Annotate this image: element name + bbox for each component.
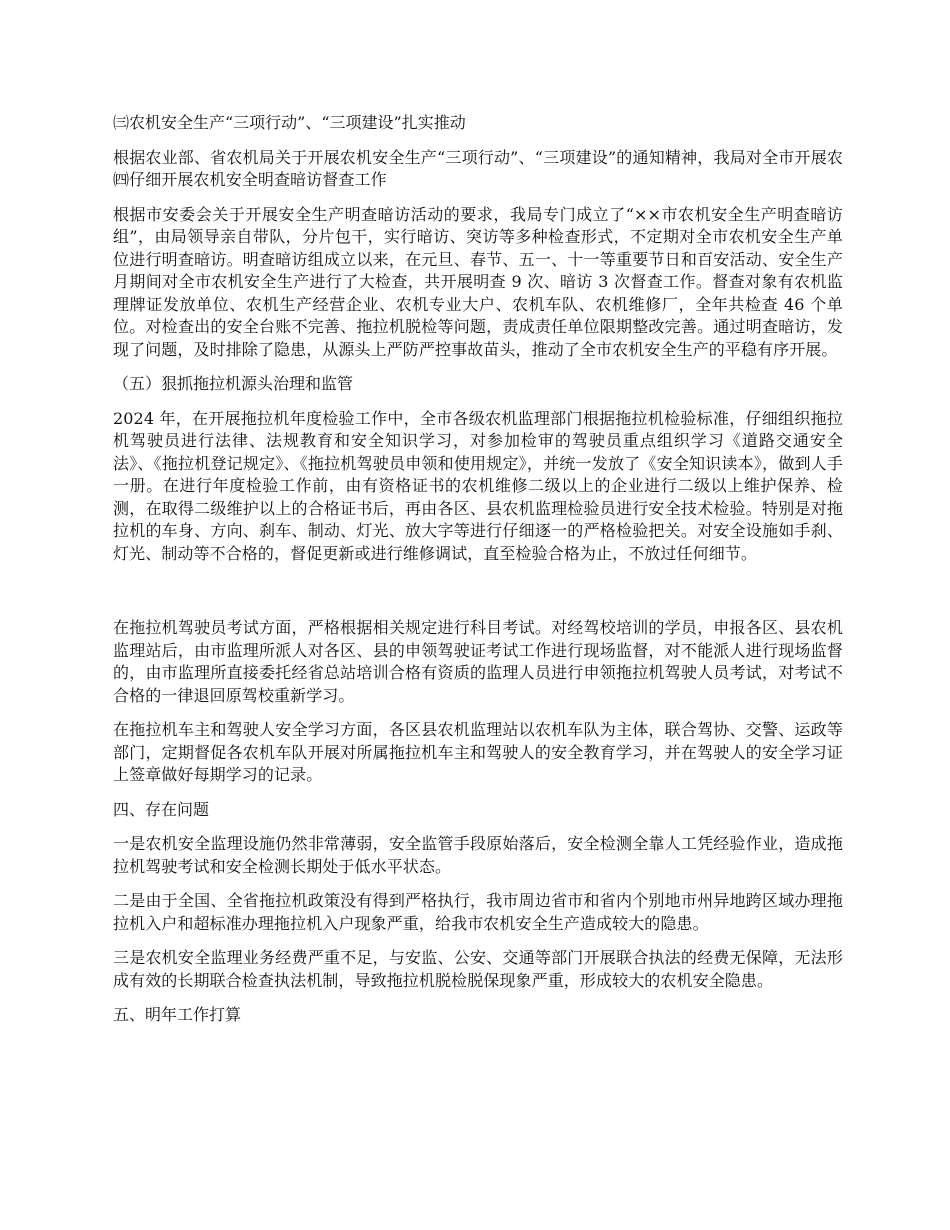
section-heading-problems: 四、存在问题	[113, 799, 210, 819]
section-heading-three-actions: ㈢农机安全生产“三项行动”、“三项建设”扎实推动	[113, 113, 466, 132]
paragraph-problem-two: 二是由于全国、全省拖拉机政策没有得到严格执行，我市周边省市和省内个别地市州异地跨区域办理拖拉机入户和超标准办理拖拉机入户现象严重，给我市农机安全生产造成较大的隐患。	[113, 891, 843, 933]
paragraph-safety-study: 在拖拉机车主和驾驶人安全学习方面，各区县农机监理站以农机车队为主体，联合驾协、交警、运政等部门，定期督促各农机车队开展对所属拖拉机车主和驾驶人的安全教育学习，并在驾驶人的安全学习证上签章做好每期学习的记录。	[113, 720, 843, 784]
paragraph-problem-one: 一是农机安全监理设施仍然非常薄弱，安全监管手段原始落后，安全检测全靠人工凭经验作业，造成拖拉机驾驶考试和安全检测长期处于低水平状态。	[113, 834, 843, 876]
paragraph-annual-inspection: 2024 年，在开展拖拉机年度检验工作中，全市各级农机监理部门根据拖拉机检验标准，仔细组织拖拉机驾驶员进行法律、法规教育和安全知识学习，对参加检审的驾驶员重点组织学习《道路交通安全法》、《拖拉机登记规定》、《拖拉机驾驶员申领和使用规定》，并统一发放了《安全知识读本》，做到人手一册。在进行年度检验工作前，由有资格证书的农机维修二级以上的企业进行二级以上维护保养、检测，在取得二级维护以上的合格证书后，再由各区、县农机监理检验员进行安全技术检验。特别是对拖拉机的车身、方向、刹车、制动、灯光、放大字等进行仔细逐一的严格检验把关。对安全设施如手刹、灯光、制动等不合格的，督促更新或进行维修调试，直至检验合格为止，不放过任何细节。	[113, 408, 843, 563]
paragraph-three-actions: 根据农业部、省农机局关于开展农机安全生产“三项行动”、“三项建设”的通知精神，我局对全市开展农 ㈣仔细开展农机安全明查暗访督查工作	[113, 147, 843, 189]
paragraph-inspection: 根据市安委会关于开展安全生产明查暗访活动的要求，我局专门成立了“××市农机安全生产明查暗访组”，由局领导亲自带队，分片包干，实行暗访、突访等多种检查形式，不定期对全市农机安全生产单位进行明查暗访。明查暗访组成立以来，在元旦、春节、五一、十一等重要节日和百安活动、安全生产月期间对全市农机安全生产进行了大检查，共开展明查 9 次、暗访 3 次督查工作。督查对象有农机监理牌证发放单位、农机生产经营企业、农机专业大户、农机车队、农机维修厂，全年共检查 46 个单位。对检查出的安全台账不完善、拖拉机脱检等问题，责成责任单位限期整改完善。通过明查暗访，发现了问题，及时排除了隐患，从源头上严防严控事故苗头，推动了全市农机安全生产的平稳有序开展。	[113, 204, 843, 359]
document-page	[113, 112, 843, 1039]
section-heading-next-year: 五、明年工作打算	[113, 1005, 242, 1024]
paragraph-problem-three: 三是农机安全监理业务经费严重不足，与安监、公安、交通等部门开展联合执法的经费无保障，无法形成有效的长期联合检查执法机制，导致拖拉机脱检脱保现象严重，形成较大的农机安全隐患。	[113, 948, 843, 990]
blank-gap	[113, 577, 843, 617]
paragraph-driver-exam: 在拖拉机驾驶员考试方面，严格根据相关规定进行科目考试。对经驾校培训的学员，申报各区、县农机监理站后，由市监理所派人对各区、县的申领驾驶证考试工作进行现场监督，对不能派人进行现场监督的，由市监理所直接委托经省总站培训合格有资质的监理人员进行申领拖拉机驾驶人员考试，对考试不合格的一律退回原驾校重新学习。	[113, 618, 843, 705]
section-heading-tractor-supervision: （五）狠抓拖拉机源头治理和监管	[113, 374, 354, 393]
